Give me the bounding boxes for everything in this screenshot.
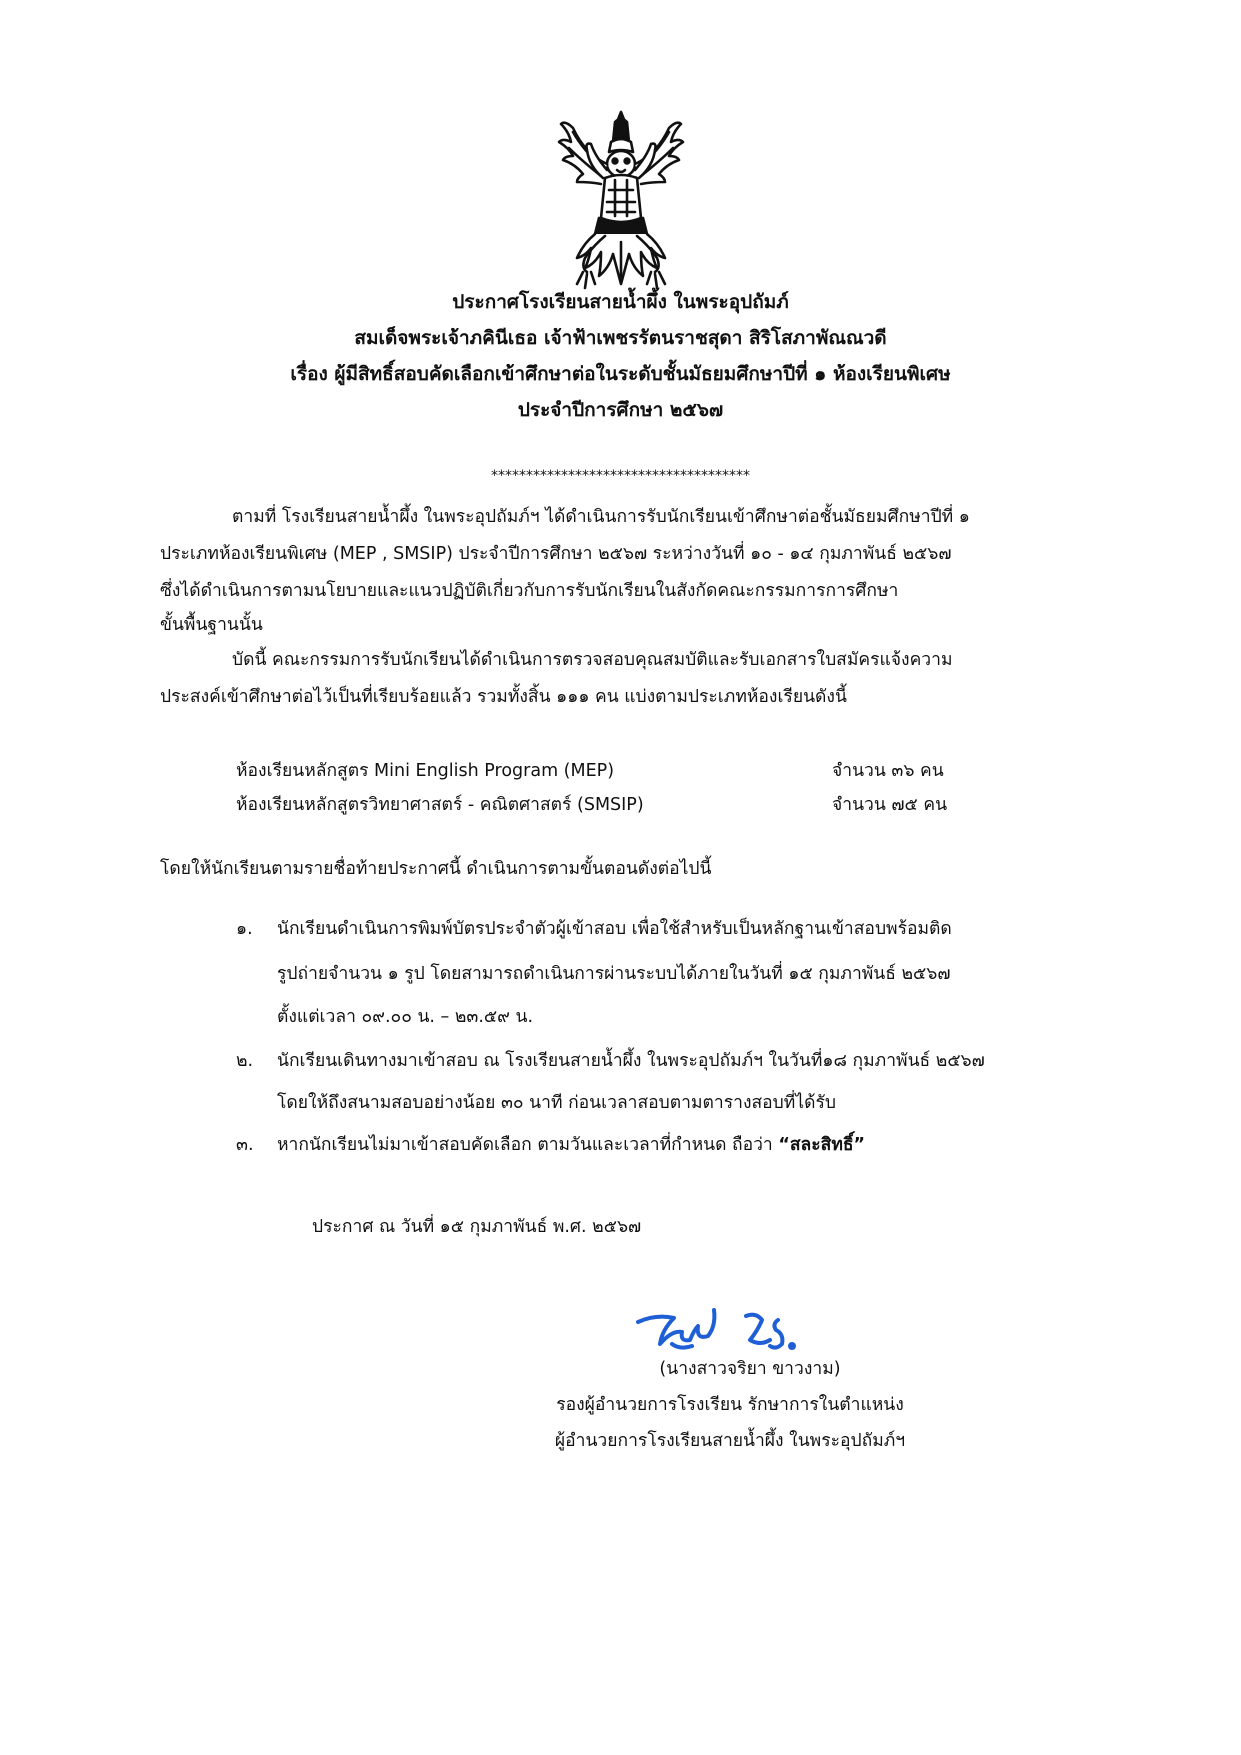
room-smsip-count: จำนวน ๗๕ คน: [832, 795, 948, 815]
signatory-name: (นางสาวจริยา ขาวงาม): [659, 1359, 841, 1379]
step-1-line2: รูปถ่ายจำนวน ๑ รูป โดยสามารถดำเนินการผ่านระบบได้ภายในวันที่ ๑๕ กุมภาพันธ์ ๒๕๖๗: [277, 964, 951, 984]
header-line-subject: เรื่อง ผู้มีสิทธิ์สอบคัดเลือกเข้าศึกษาต่อในระดับชั้นมัธยมศึกษาปีที่ ๑ ห้องเรียนพิเศษ: [290, 363, 951, 385]
intro-p1-line4: ขั้นพื้นฐานนั้น: [160, 615, 263, 635]
garuda-emblem-icon: [555, 108, 687, 294]
intro-p1-line2: ประเภทห้องเรียนพิเศษ (MEP , SMSIP) ประจำปีการศึกษา ๒๕๖๗ ระหว่างวันที่ ๑๐ - ๑๔ กุมภาพันธ์ ๒๕๖๗: [160, 544, 952, 564]
header-separator: *************************************: [491, 468, 750, 484]
instruction-intro: โดยให้นักเรียนตามรายชื่อท้ายประกาศนี้ ดำเนินการตามขั้นตอนดังต่อไปนี้: [160, 859, 712, 879]
step-1-number: ๑.: [236, 919, 253, 939]
room-mep-name: ห้องเรียนหลักสูตร Mini English Program (MEP): [236, 761, 615, 781]
step-2-number: ๒.: [236, 1051, 254, 1071]
intro-p1-line3: ซึ่งได้ดำเนินการตามนโยบายและแนวปฏิบัติเกี่ยวกับการรับนักเรียนในสังกัดคณะกรรมการการศึกษา: [160, 581, 899, 601]
room-mep-count: จำนวน ๓๖ คน: [832, 761, 944, 781]
header-line-school: ประกาศโรงเรียนสายน้ำผึ้ง ในพระอุปถัมภ์: [452, 291, 789, 313]
step-2-line2: โดยให้ถึงสนามสอบอย่างน้อย ๓๐ นาที ก่อนเวลาสอบตามตารางสอบที่ได้รับ: [277, 1093, 836, 1113]
step-3-text: หากนักเรียนไม่มาเข้าสอบคัดเลือก ตามวันและเวลาที่กำหนด ถือว่า: [277, 1135, 779, 1155]
header-line-patron: สมเด็จพระเจ้าภคินีเธอ เจ้าฟ้าเพชรรัตนราชสุดา สิริโสภาพัณณวดี: [354, 327, 887, 349]
room-smsip-name: ห้องเรียนหลักสูตรวิทยาศาสตร์ - คณิตศาสตร์ (SMSIP): [236, 795, 644, 815]
step-3-line1: [277, 1126, 1107, 1164]
intro-p1-line1: ตามที่ โรงเรียนสายน้ำผึ้ง ในพระอุปถัมภ์ฯ ได้ดำเนินการรับนักเรียนเข้าศึกษาต่อชั้นมัธยมศึกษาปีที่ ๑: [232, 507, 970, 527]
signatory-position-line2: ผู้อำนวยการโรงเรียนสายน้ำผึ้ง ในพระอุปถัมภ์ฯ: [554, 1431, 906, 1451]
signatory-position-line1: รองผู้อำนวยการโรงเรียน รักษาการในตำแหน่ง: [556, 1395, 904, 1415]
step-3-emphasis: “สละสิทธิ์”: [778, 1135, 866, 1155]
step-1-line1: นักเรียนดำเนินการพิมพ์บัตรประจำตัวผู้เข้าสอบ เพื่อใช้สำหรับเป็นหลักฐานเข้าสอบพร้อมติด: [277, 919, 952, 939]
announce-date: ประกาศ ณ วันที่ ๑๕ กุมภาพันธ์ พ.ศ. ๒๕๖๗: [312, 1217, 642, 1237]
step-1-line3: ตั้งแต่เวลา ๐๙.๐๐ น. – ๒๓.๕๙ น.: [277, 1007, 534, 1027]
intro-p2-line2: ประสงค์เข้าศึกษาต่อไว้เป็นที่เรียบร้อยแล้ว รวมทั้งสิ้น ๑๑๑ คน แบ่งตามประเภทห้องเรียนดังนี้: [160, 687, 847, 707]
step-2-line1: นักเรียนเดินทางมาเข้าสอบ ณ โรงเรียนสายน้ำผึ้ง ในพระอุปถัมภ์ฯ ในวันที่๑๘ กุมภาพันธ์ ๒๕๖๗: [277, 1051, 985, 1071]
intro-p2-line1: บัดนี้ คณะกรรมการรับนักเรียนได้ดำเนินการตรวจสอบคุณสมบัติและรับเอกสารใบสมัครแจ้งความ: [232, 650, 953, 670]
header-line-year: ประจำปีการศึกษา ๒๕๖๗: [517, 399, 724, 421]
step-3-number: ๓.: [236, 1135, 254, 1155]
